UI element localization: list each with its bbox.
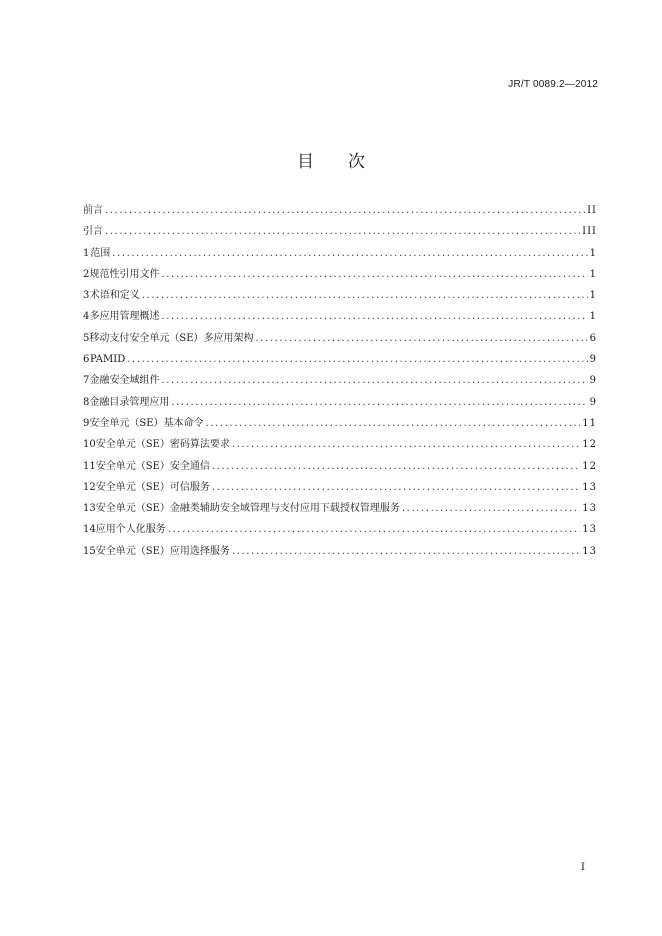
toc-entry[interactable] [83, 328, 597, 349]
toc-entry-label: 金融目录管理应用 [89, 396, 170, 408]
toc-entry-label: 应用个人化服务 [95, 524, 166, 536]
toc-entry-page: 13 [582, 481, 597, 493]
toc-entry-page: 13 [582, 545, 597, 557]
toc-entry-label: 规范性引用文件 [89, 268, 160, 280]
toc-entry-page: 11 [582, 417, 597, 429]
toc-leader [256, 328, 588, 349]
toc-entry-label: 金融安全域组件 [89, 375, 160, 387]
toc-entry[interactable] [83, 413, 597, 434]
toc-entry-page: 9 [589, 396, 597, 408]
toc-entry-label: 多应用管理概述 [89, 311, 160, 323]
toc-leader [161, 264, 587, 285]
toc-entry-label: 前言 [83, 205, 103, 216]
toc-entry-number: 12 [83, 481, 96, 493]
toc-entry-number: 9 [83, 417, 90, 429]
toc-leader [168, 519, 581, 540]
toc-leader [161, 370, 587, 391]
toc-entry[interactable] [83, 477, 597, 498]
toc-entry-page: II [587, 205, 597, 216]
toc-leader [142, 285, 588, 306]
toc-entry-number: 1 [83, 247, 90, 259]
toc-leader [232, 541, 580, 562]
toc-entry[interactable] [83, 434, 597, 455]
toc-entry-label: 范围 [90, 247, 111, 259]
toc-entry[interactable] [83, 498, 597, 519]
toc-leader [171, 392, 587, 413]
toc-entry-page: 1 [589, 268, 597, 280]
toc-entry-number: 5 [83, 332, 90, 344]
toc-entry-label: 安全单元（SE）应用选择服务 [95, 545, 230, 557]
toc-leader [105, 221, 580, 242]
toc-leader [206, 413, 581, 434]
toc-entry-page: 6 [589, 332, 597, 344]
toc-entry-number: 8 [83, 396, 90, 408]
toc-entry-label: 术语和定义 [89, 290, 140, 302]
toc-entry-number: 7 [83, 375, 90, 387]
toc-leader [402, 498, 580, 519]
toc-entry[interactable] [83, 519, 597, 540]
toc-entry-label: 安全单元（SE）基本命令 [89, 417, 204, 429]
page-number: I [581, 862, 585, 873]
toc-entry[interactable] [83, 541, 597, 562]
title-char-left: 目 [297, 152, 314, 172]
toc-entry[interactable] [83, 200, 597, 221]
toc-entry[interactable] [83, 349, 597, 370]
toc-entry-page: 9 [589, 354, 597, 366]
toc-entry[interactable] [83, 243, 597, 264]
toc-entry-number: 2 [83, 268, 90, 280]
toc-entry[interactable] [83, 285, 597, 306]
toc-entry-label: PAMID [90, 354, 126, 366]
title-char-right: 次 [348, 152, 365, 172]
toc-entry-label: 引言 [83, 226, 103, 238]
toc-entry-number: 4 [83, 311, 90, 323]
toc-leader [112, 243, 587, 264]
toc-entry-label: 安全单元（SE）可信服务 [95, 481, 210, 493]
toc-entry-page: 12 [582, 439, 597, 451]
toc-entry-page: 1 [589, 247, 597, 259]
toc-entry[interactable] [83, 221, 597, 242]
toc-entry-page: 9 [589, 375, 597, 387]
toc-entry-number: 14 [83, 524, 96, 536]
toc-entry-page: 1 [589, 311, 597, 323]
toc-entry[interactable] [83, 456, 597, 477]
toc-entry-number: 3 [83, 290, 90, 302]
document-code: JR/T 0089.2—2012 [508, 79, 598, 90]
page-title [0, 147, 662, 172]
toc-leader [232, 434, 580, 455]
toc-leader [161, 306, 587, 327]
toc-entry-number: 10 [83, 439, 96, 451]
toc-entry-label: 安全单元（SE）密码算法要求 [95, 439, 230, 451]
toc-entry-page: 12 [582, 460, 597, 472]
toc-leader [212, 477, 580, 498]
toc-entry-label: 移动支付安全单元（SE）多应用架构 [89, 332, 254, 344]
toc-entry-number: 6 [83, 354, 90, 366]
toc-entry-page: 13 [582, 524, 597, 536]
toc-entry-label: 安全单元（SE）安全通信 [95, 460, 210, 472]
toc-leader [127, 349, 587, 370]
toc-entry-number: 15 [83, 545, 96, 557]
table-of-contents [83, 200, 597, 562]
toc-leader [105, 200, 585, 221]
toc-entry-label: 安全单元（SE）金融类辅助安全域管理与支付应用下载授权管理服务 [95, 503, 400, 515]
toc-entry[interactable] [83, 264, 597, 285]
toc-entry[interactable] [83, 306, 597, 327]
toc-leader [212, 456, 580, 477]
toc-entry[interactable] [83, 370, 597, 391]
toc-entry-page: 13 [582, 503, 597, 515]
toc-entry[interactable] [83, 392, 597, 413]
toc-entry-number: 13 [83, 503, 96, 515]
toc-entry-page: 1 [589, 290, 597, 302]
toc-entry-number: 11 [83, 460, 96, 472]
toc-entry-page: III [582, 226, 597, 238]
